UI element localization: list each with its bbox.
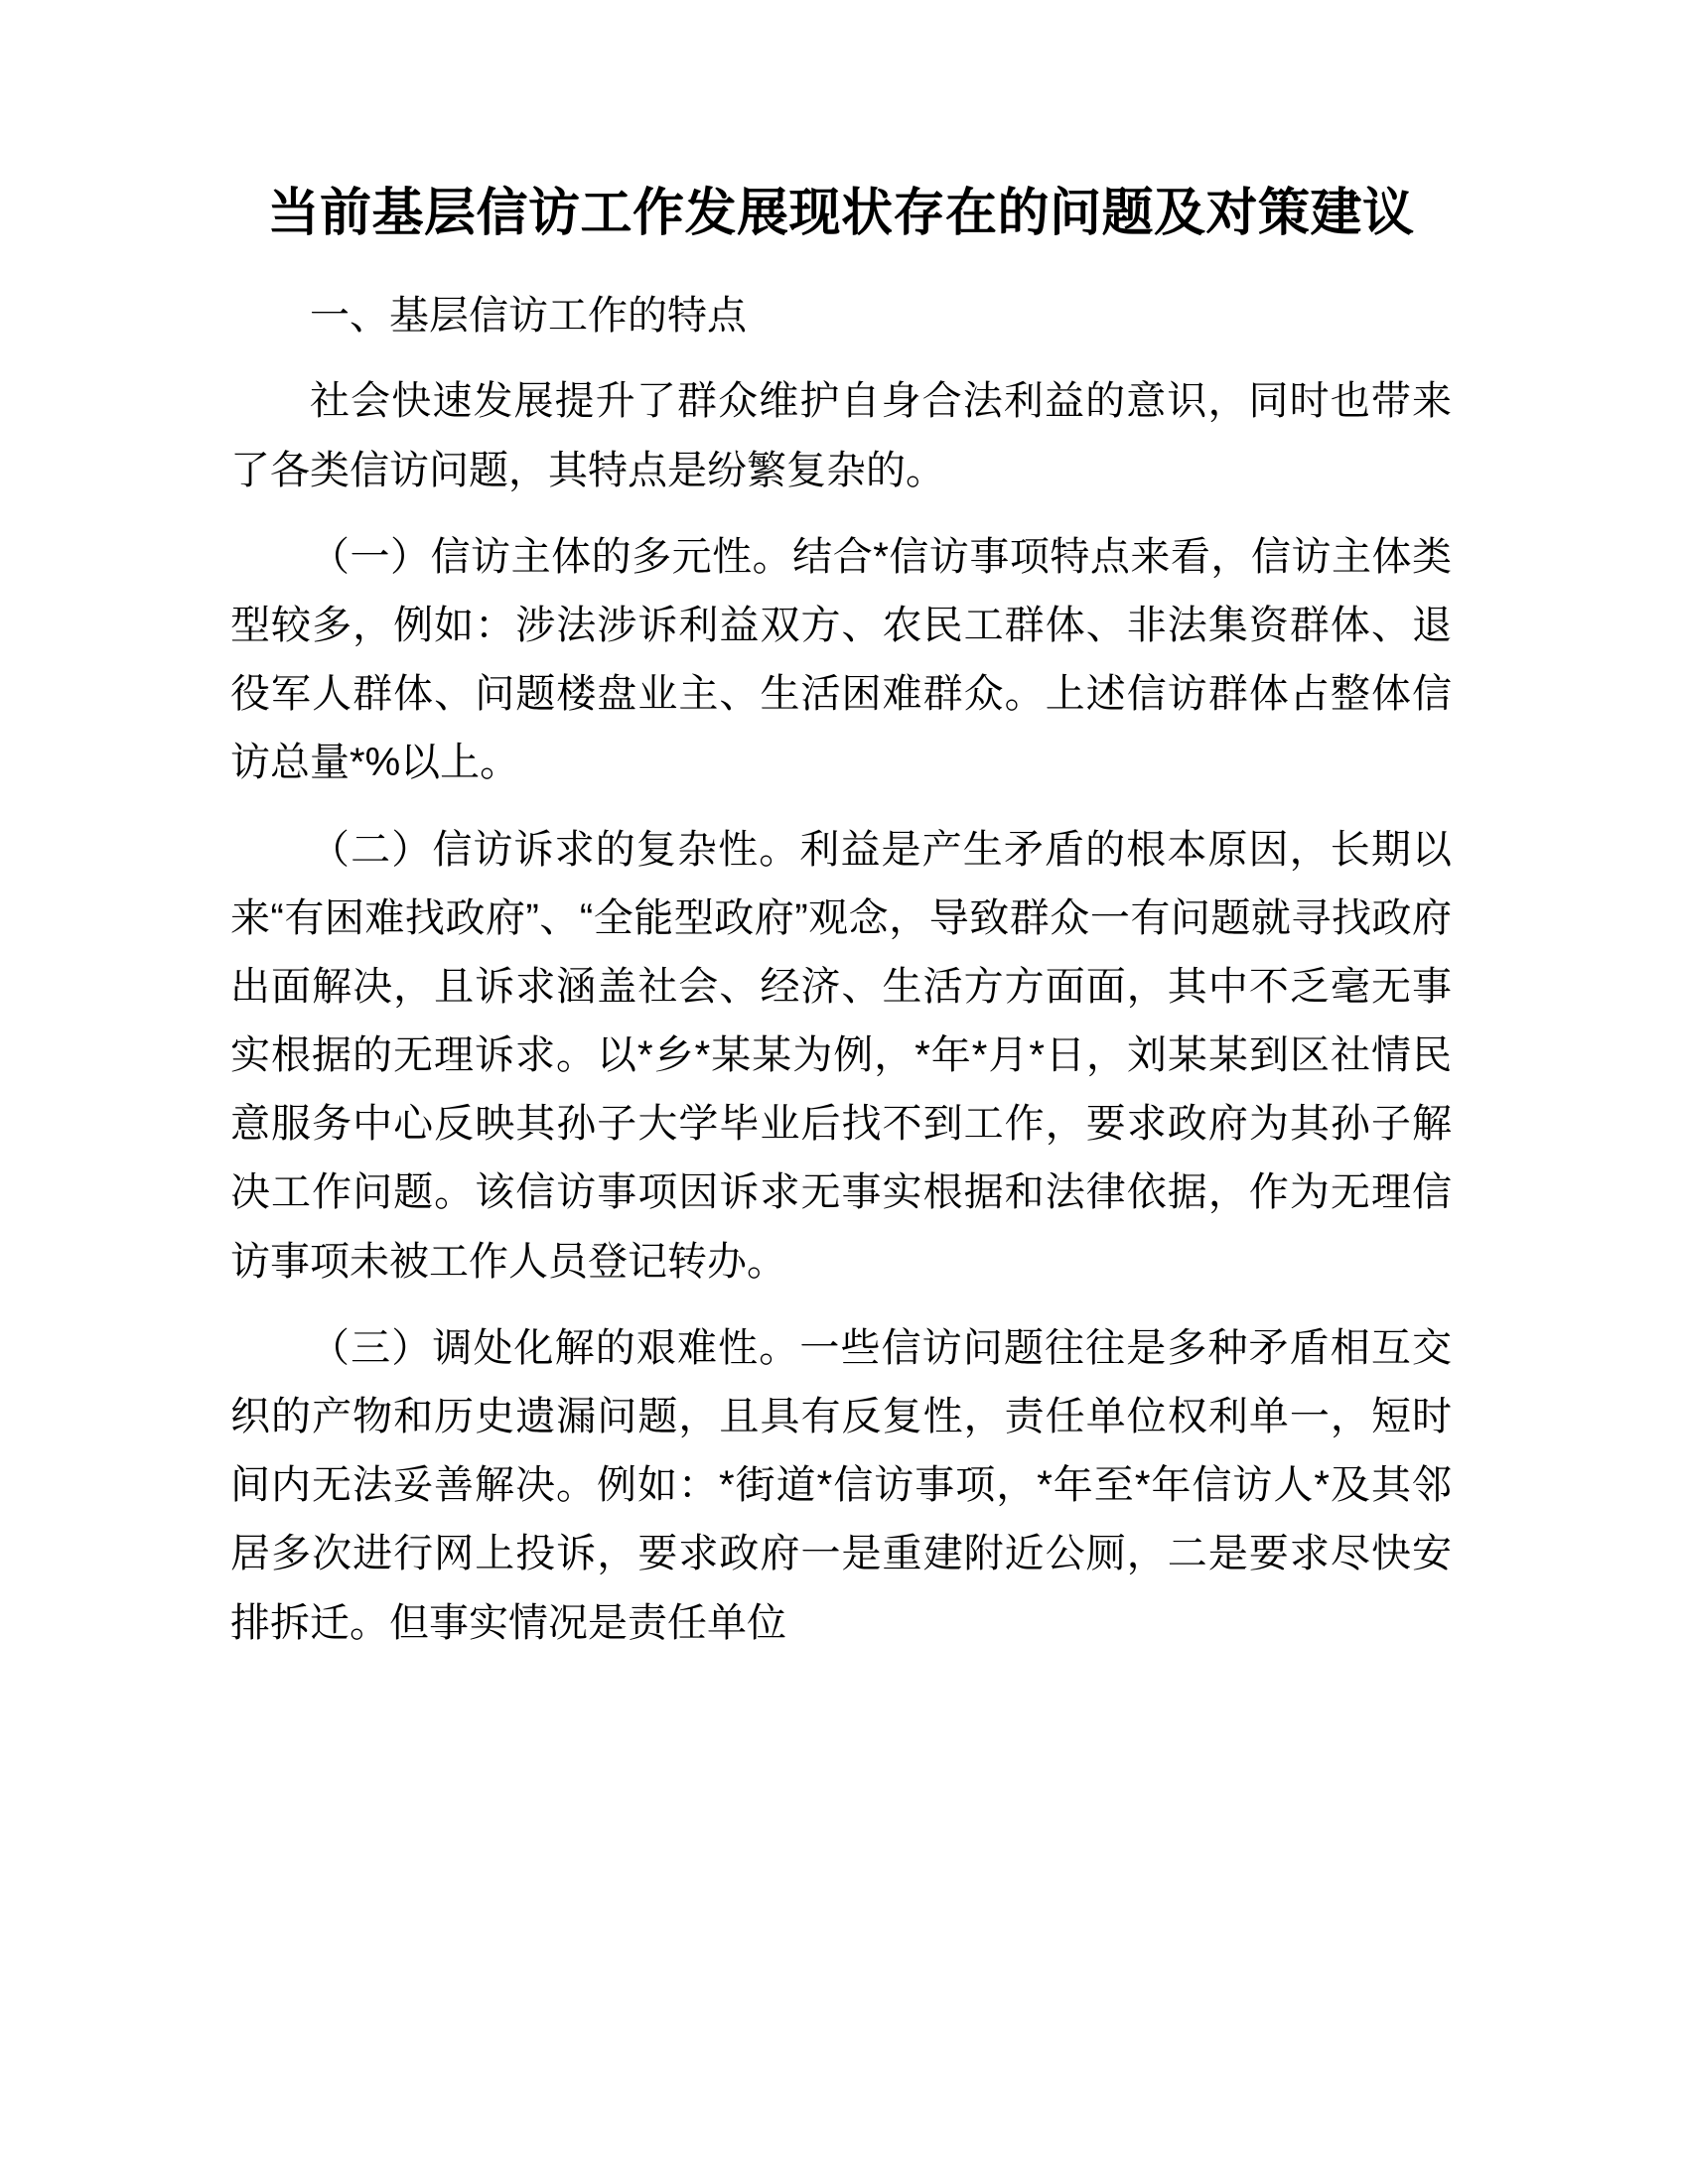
- paragraph-intro: 社会快速发展提升了群众维护自身合法利益的意识，同时也带来了各类信访问题，其特点是纷繁复杂的。: [230, 379, 1452, 492]
- paragraph-subsection-three: （三）调处化解的艰难性。一些信访问题往往是多种矛盾相互交织的产物和历史遗漏问题，且具有反复性，责任单位权利单一，短时间内无法妥善解决。例如：*街道*信访事项，*年至*年信访人*及其邻居多次进行网上投诉，要求政府一是重建附近公厕，二是要求尽快安排拆迁。但事实情况是责任单位: [230, 1325, 1452, 1645]
- page-title: 当前基层信访工作发展现状存在的问题及对策建议: [267, 185, 1415, 242]
- paragraph-subsection-one: （一）信访主体的多元性。结合*信访事项特点来看，信访主体类型较多，例如：涉法涉诉利益双方、农民工群体、非法集资群体、退役军人群体、问题楼盘业主、生活困难群众。上述信访群体占整体信访总量*%以上。: [230, 534, 1452, 785]
- document-content: [230, 0, 1452, 1658]
- paragraph-subsection-two: （二）信访诉求的复杂性。利益是产生矛盾的根本原因，长期以来“有困难找政府”、“全能型政府”观念，导致群众一有问题就寻找政府出面解决，且诉求涵盖社会、经济、生活方方面面，其中不乏毫无事实根据的无理诉求。以*乡*某某为例，*年*月*日，刘某某到区社情民意服务中心反映其孙子大学毕业后找不到工作，要求政府为其孙子解决工作问题。该信访事项因诉求无事实根据和法律依据，作为无理信访事项未被工作人员登记转办。: [230, 827, 1452, 1284]
- section-heading-one: 一、基层信访工作的特点: [310, 293, 747, 338]
